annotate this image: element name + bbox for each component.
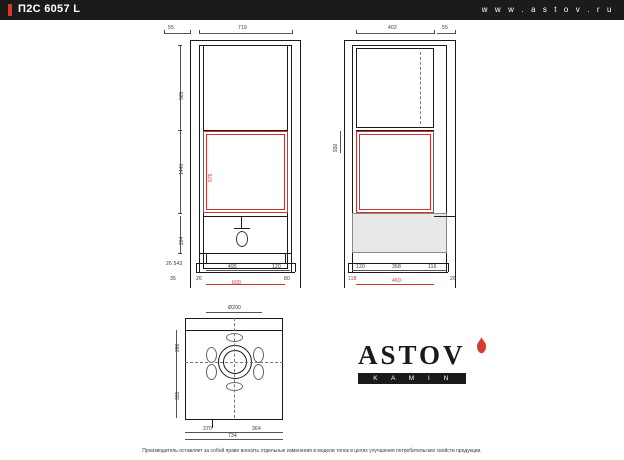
front-glass-inner	[206, 134, 285, 210]
side-outer-right	[455, 40, 456, 288]
side-dim-height: 930	[333, 143, 339, 152]
side-dim-b3	[422, 270, 447, 271]
side-dim-b2	[374, 270, 422, 271]
side-dim-top-width: 402	[388, 25, 397, 31]
top-dia-line	[206, 312, 262, 313]
front-dim-glass: 575	[208, 173, 214, 182]
front-outer-right	[300, 40, 301, 288]
top-dim-depth-lower-line	[176, 362, 177, 418]
side-dim-bottom-far: 26	[450, 276, 456, 282]
front-dim-upper: 565	[179, 91, 185, 100]
front-dim-lower-line	[180, 216, 181, 253]
front-leg-left	[206, 253, 207, 263]
top-slot-left-upper	[206, 347, 217, 363]
front-dim-glass-total: 1440	[179, 163, 185, 175]
side-dim-bottom-left: 120	[356, 264, 365, 270]
front-handle-stem	[241, 216, 242, 228]
side-handle-bar	[434, 216, 456, 217]
top-centerline-v	[234, 318, 235, 418]
brand-logo	[358, 340, 466, 384]
brand-name: ASTOV	[358, 340, 466, 370]
front-dim-bottom-center: 495	[228, 264, 237, 270]
front-dim-top-width: 719	[238, 25, 247, 31]
side-glass-inner	[359, 134, 431, 210]
page-title: П2С 6057 L	[18, 3, 81, 15]
side-dim-red-span: 460	[392, 278, 401, 284]
front-dim-top-width-line	[199, 33, 292, 34]
top-dim-depth-lower: 331	[175, 391, 181, 400]
front-dim-bottom-right-line	[266, 270, 290, 271]
front-dim-top-left: 55	[168, 25, 174, 31]
top-dim-width-total: 734	[228, 433, 237, 439]
top-slot-left-lower	[206, 364, 217, 380]
front-plinth-right	[295, 263, 296, 272]
side-dim-top-line	[356, 33, 434, 34]
side-outer-top	[344, 40, 456, 41]
top-slot-right-lower	[253, 364, 264, 380]
side-dim-topright-line	[437, 33, 455, 34]
side-plinth-left	[348, 263, 349, 272]
footer-note: Производитель оставляет за собой право вносить отдельные изменения в модели топок в целях улучшения потребительских свойств продукции.	[142, 448, 482, 454]
side-upper-chamber	[356, 48, 434, 128]
brand-subtitle: K A M I N	[358, 373, 466, 384]
top-slot-right-upper	[253, 347, 264, 363]
top-dim-diameter: Ø200	[228, 305, 242, 311]
front-dim-top-left-line	[164, 33, 190, 34]
front-outer-left	[190, 40, 191, 288]
top-dim-width-right: 364	[252, 426, 261, 432]
top-dim-right-line	[234, 432, 283, 433]
top-dim-depth-upper: 286	[175, 343, 181, 352]
side-plinth-bottom	[348, 272, 448, 273]
front-outer-top	[190, 40, 301, 41]
side-dim-top-right: 55	[442, 25, 448, 31]
top-dim-total-line	[185, 439, 283, 440]
front-burner	[236, 231, 248, 247]
front-dim-base-small: 26 543	[166, 261, 183, 267]
front-dim-bottom-right-inner: 120	[272, 264, 281, 270]
side-dashed-flue	[420, 52, 421, 124]
side-outer-left	[344, 40, 345, 288]
top-spigot	[212, 420, 213, 428]
side-dim-red-left: 118	[348, 276, 357, 282]
front-base-line	[199, 253, 292, 254]
front-dim-bottom-left: 26	[196, 276, 202, 282]
front-handle-bar	[234, 228, 250, 229]
front-leg-right	[285, 253, 286, 263]
front-dim-red-line	[206, 284, 285, 285]
side-plinth-right	[448, 263, 449, 272]
front-dim-bottom-right: 80	[284, 276, 290, 282]
flame-icon	[475, 337, 488, 354]
front-plinth-left	[196, 263, 197, 272]
front-hearth-line	[203, 216, 288, 217]
side-dim-red-line	[356, 284, 434, 285]
front-dim-left-small: 35	[170, 276, 176, 282]
front-dim-lower: 264	[179, 236, 185, 245]
side-dim-b1	[352, 270, 374, 271]
front-dim-upper-line	[180, 45, 181, 130]
top-centerline-h	[185, 362, 283, 363]
front-plinth-bottom	[196, 272, 295, 273]
side-lower-body	[352, 213, 447, 253]
front-dim-red-span: 600	[232, 280, 241, 286]
side-dim-height-line	[340, 131, 341, 153]
side-dim-bottom-right: 116	[428, 264, 437, 270]
accent-bar	[8, 4, 12, 16]
title-bar	[0, 0, 624, 20]
side-dim-bottom-mid: 368	[392, 264, 401, 270]
top-dim-left-line	[185, 432, 234, 433]
website-url: w w w . a s t o v . r u	[481, 5, 614, 14]
top-dim-width-left: 370	[203, 426, 212, 432]
front-dim-bottom-center-line	[206, 270, 266, 271]
